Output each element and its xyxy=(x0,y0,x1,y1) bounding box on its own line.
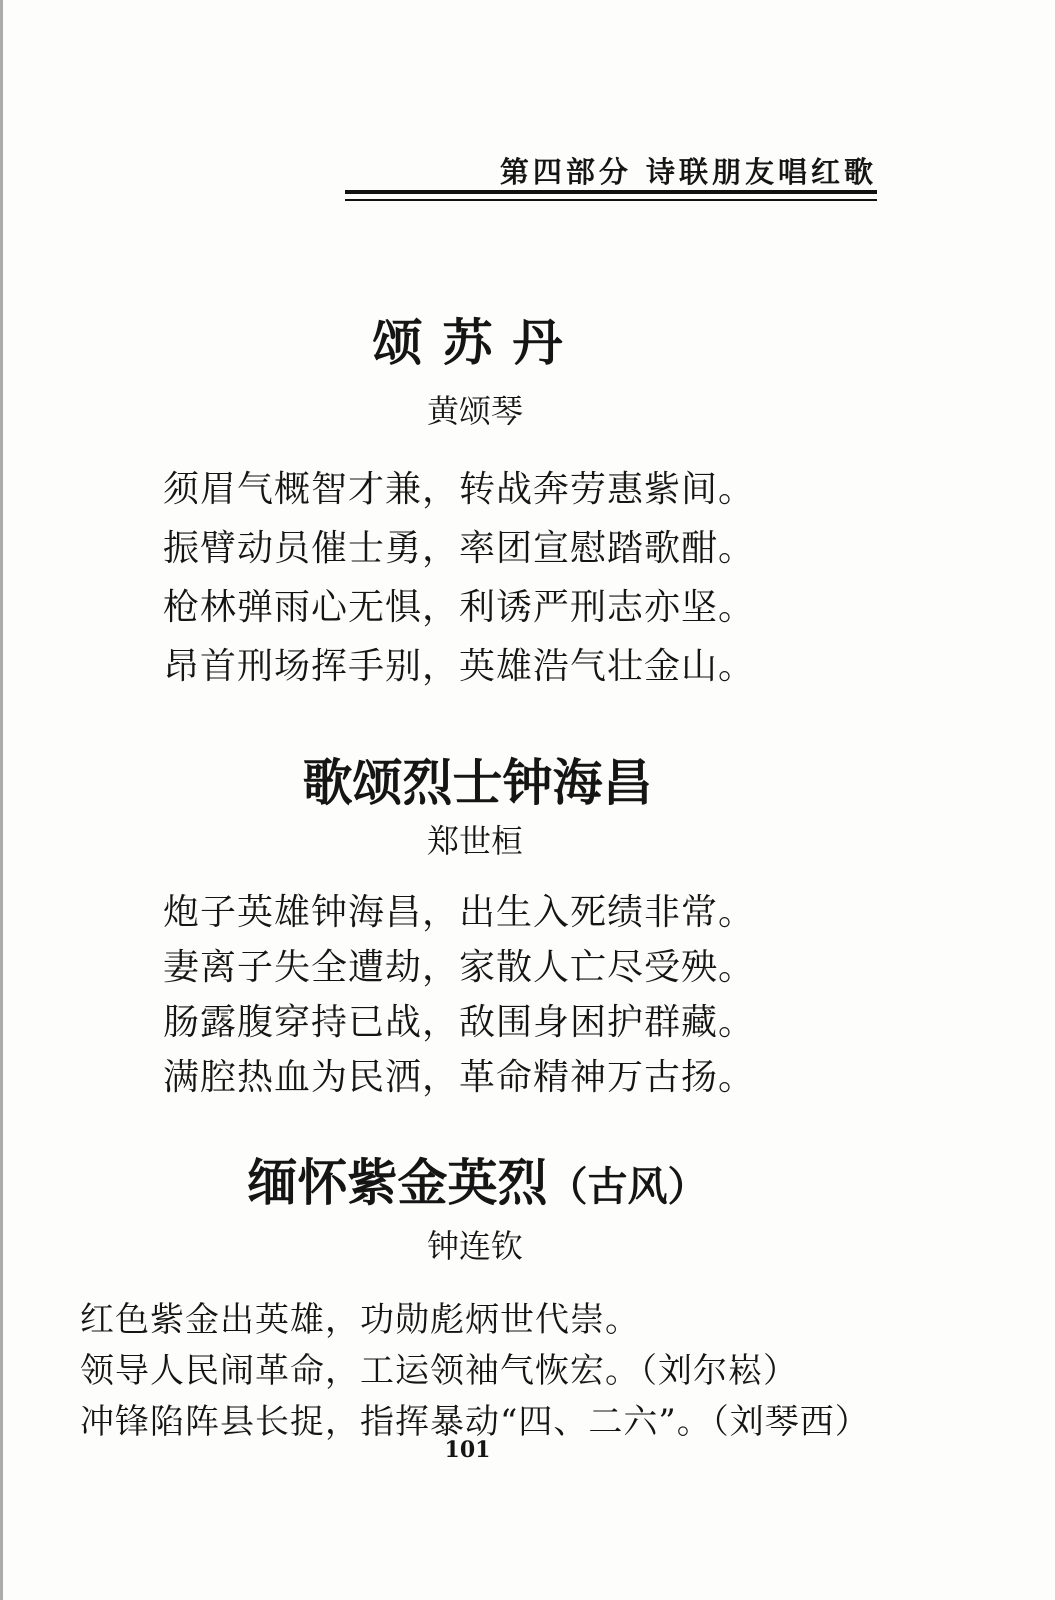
poem-line: 妻离子失全遭劫，家散人亡尽受殃。 xyxy=(163,947,756,988)
poem-line: 满腔热血为民洒，革命精神万古扬。 xyxy=(163,1057,756,1098)
poem-title: 颂苏丹 xyxy=(372,313,583,372)
poem-title-main: 缅怀紫金英烈 xyxy=(247,1153,548,1212)
section-header: 第四部分 诗联朋友唱红歌 xyxy=(499,155,877,189)
poem-line: 须眉气概智才兼，转战奔劳惠紫间。 xyxy=(163,469,756,510)
poem-body xyxy=(163,885,755,1125)
poem-title xyxy=(0,1153,955,1212)
poem-line: 冲锋陷阵县长捉，指挥暴动“四、二六”。（刘琴西） xyxy=(80,1402,870,1442)
poem-line: 振臂动员催士勇，率团宣慰踏歌酣。 xyxy=(163,528,756,569)
poem-line: 炮子英雄钟海昌，出生入死绩非常。 xyxy=(163,892,756,933)
header-rule-thick xyxy=(345,190,877,194)
poem-line: 肠露腹穿持已战，敌围身困护群藏。 xyxy=(163,1002,756,1043)
poem-author: 黄颂琴 xyxy=(426,392,523,430)
poem-body xyxy=(80,1295,870,1448)
poem-body xyxy=(163,460,755,696)
poem-line: 枪林弹雨心无惧，利诱严刑志亦坚。 xyxy=(163,587,756,628)
poem-line: 领导人民闹革命，工运领袖气恢宏。（刘尔崧） xyxy=(80,1351,798,1391)
poem-line: 昂首刑场挥手别，英雄浩气壮金山。 xyxy=(163,646,756,687)
poem-author: 钟连钦 xyxy=(426,1227,523,1265)
poem-line: 红色紫金出英雄，功勋彪炳世代崇。 xyxy=(80,1300,640,1340)
poem-author: 郑世桓 xyxy=(426,822,523,860)
header-rule-thin xyxy=(345,199,877,201)
page-number: 101 xyxy=(444,1437,491,1463)
poem-title: 歌颂烈士钟海昌 xyxy=(302,753,653,812)
poem-title-suffix: （古风） xyxy=(547,1163,708,1210)
